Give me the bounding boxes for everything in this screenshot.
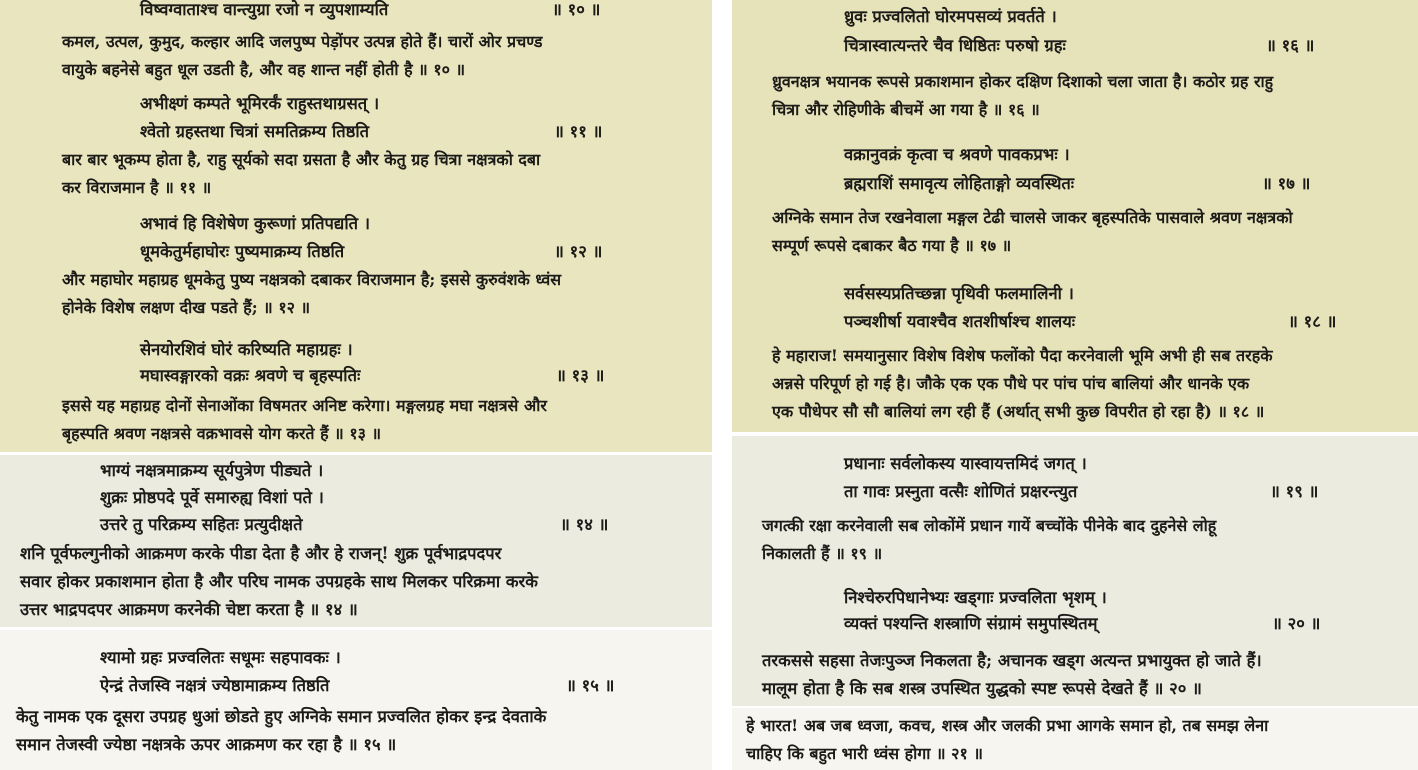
- verse-17-number: ॥ १७ ॥: [1262, 174, 1311, 193]
- translation-18-line-1: हे महाराज! समयानुसार विशेष विशेष फलोंको पैदा करनेवाली भूमि अभी ही सब तरहके: [772, 346, 1273, 365]
- verse-11-number: ॥ ११ ॥: [554, 122, 603, 141]
- scan-panel-verse-15: [0, 630, 712, 770]
- verse-17-line-1: वक्रानुवक्रं कृत्वा च श्रवणे पावकप्रभः ।: [844, 145, 1070, 164]
- translation-14-line-2: सवार होकर प्रकाशमान होता है और परिघ नामक उपग्रहके साथ मिलकर परिक्रमा करके: [20, 572, 538, 591]
- scan-panel-verses-10-13: [0, 0, 712, 452]
- verse-19-number: ॥ १९ ॥: [1270, 482, 1319, 501]
- translation-17-line-1: अग्निके समान तेज रखनेवाला मङ्गल टेढी चालसे जाकर बृहस्पतिके पासवाले श्रवण नक्षत्रको: [772, 208, 1293, 227]
- scan-panel-verse-14: [0, 455, 712, 627]
- verse-19-line-2: ता गावः प्रस्नुता वत्सैः शोणितं प्रक्षरन्त्युत: [844, 482, 1078, 501]
- verse-17-line-2: ब्रह्मराशिं समावृत्य लोहिताङ्गो व्यवस्थितः: [844, 174, 1075, 193]
- translation-19-line-1: जगत्की रक्षा करनेवाली सब लोकोंमें प्रधान गायें बच्चोंके पीनेके बाद दुहनेसे लोहू: [762, 516, 1217, 535]
- translation-20-line-2: मालूम होता है कि सब शस्त्र उपस्थित युद्धको स्पष्ट रूपसे देखते हैं ॥ २० ॥: [762, 679, 1202, 698]
- translation-19-line-2: निकालती हैं ॥ १९ ॥: [762, 544, 883, 563]
- translation-18-line-3: एक पौधेपर सौ सौ बालियां लग रही हैं (अर्थात् सभी कुछ विपरीत हो रहा है) ॥ १८ ॥: [772, 402, 1265, 421]
- verse-18-number: ॥ १८ ॥: [1288, 312, 1337, 331]
- verse-10-number: ॥ १० ॥: [552, 0, 601, 19]
- verse-11-line-2: श्वेतो ग्रहस्तथा चित्रां समतिक्रम्य तिष्ठति: [140, 122, 370, 141]
- translation-13-line-1: इससे यह महाग्रह दोनों सेनाओंका विषमतर अनिष्ट करेगा। मङ्गलग्रह मघा नक्षत्रसे और: [62, 396, 547, 415]
- scan-panel-verse-21: [732, 708, 1418, 770]
- translation-11-line-2: कर विराजमान है ॥ ११ ॥: [62, 178, 212, 197]
- translation-20-line-1: तरकससे सहसा तेजःपुञ्ज निकलता है; अचानक खड्ग अत्यन्त प्रभायुक्त हो जाते हैं।: [762, 651, 1262, 670]
- translation-17-line-2: सम्पूर्ण रूपसे दबाकर बैठ गया है ॥ १७ ॥: [772, 236, 1012, 255]
- verse-12-line-2: धूमकेतुर्महाघोरः पुष्यमाक्रम्य तिष्ठति: [140, 242, 345, 261]
- verse-15-number: ॥ १५ ॥: [566, 676, 615, 695]
- translation-12-line-1: और महाघोर महाग्रह धूमकेतु पुष्य नक्षत्रको दबाकर विराजमान है; इससे कुरुवंशके ध्वंस: [62, 270, 562, 289]
- translation-21-line-2: चाहिए कि बहुत भारी ध्वंस होगा ॥ २१ ॥: [746, 744, 983, 763]
- verse-18-line-1: सर्वसस्यप्रतिच्छन्ना पृथिवी फलमालिनी ।: [844, 284, 1074, 303]
- verse-12-number: ॥ १२ ॥: [554, 242, 603, 261]
- translation-14-line-3: उत्तर भाद्रपदपर आक्रमण करनेकी चेष्टा करता है ॥ १४ ॥: [20, 600, 358, 619]
- translation-21-line-1: हे भारत! अब जब ध्वजा, कवच, शस्त्र और जलकी प्रभा आगके समान हो, तब समझ लेना: [746, 716, 1269, 735]
- verse-20-number: ॥ २० ॥: [1272, 614, 1321, 633]
- verse-19-line-1: प्रधानाः सर्वलोकस्य यास्वायत्तमिदं जगत् ।: [844, 454, 1087, 473]
- verse-20-line-2: व्यक्तं पश्यन्ति शस्त्राणि संग्रामं समुपस्थितम्: [844, 614, 1098, 633]
- translation-16-line-2: चित्रा और रोहिणीके बीचमें आ गया है ॥ १६ ॥: [772, 100, 1040, 119]
- scan-panel-verses-16-18: [732, 0, 1418, 432]
- translation-10-line-1: कमल, उत्पल, कुमुद, कल्हार आदि जलपुष्प पेड़ोंपर उत्पन्न होते हैं। चारों ओर प्रचण्ड: [62, 32, 543, 51]
- translation-13-line-2: बृहस्पति श्रवण नक्षत्रसे वक्रभावसे योग करते हैं ॥ १३ ॥: [62, 424, 382, 443]
- verse-20-line-1: निश्चेरुरपिधानेभ्यः खड्गाः प्रज्वलिता भृशम् ।: [844, 588, 1107, 607]
- translation-14-line-1: शनि पूर्वफल्गुनीको आक्रमण करके पीडा देता है और हे राजन्! शुक्र पूर्वभाद्रपदपर: [20, 544, 502, 563]
- verse-13-number: ॥ १३ ॥: [556, 366, 605, 385]
- translation-12-line-2: होनेके विशेष लक्षण दीख पडते हैं; ॥ १२ ॥: [62, 298, 311, 317]
- verse-10-line-1: विष्वग्वाताश्च वान्त्युग्रा रजो न व्युपशाम्यति: [140, 0, 389, 19]
- translation-18-line-2: अन्नसे परिपूर्ण हो गई है। जौके एक एक पौधे पर पांच पांच बालियां और धानके एक: [772, 374, 1250, 393]
- translation-16-line-1: ध्रुवनक्षत्र भयानक रूपसे प्रकाशमान होकर दक्षिण दिशाको चला जाता है। कठोर ग्रह राहु: [772, 72, 1274, 91]
- verse-14-line-3: उत्तरे तु परिक्रम्य सहितः प्रत्युदीक्षते: [100, 515, 303, 534]
- verse-16-line-1: ध्रुवः प्रज्वलितो घोरमपसव्यं प्रवर्तते ।: [844, 7, 1057, 26]
- verse-16-number: ॥ १६ ॥: [1266, 36, 1315, 55]
- verse-18-line-2: पञ्चशीर्षा यवाश्चैव शतशीर्षाश्च शालयः: [844, 312, 1076, 331]
- translation-10-line-2: वायुके बहनेसे बहुत धूल उडती है, और वह शान्त नहीं होती है ॥ १० ॥: [62, 60, 466, 79]
- verse-14-number: ॥ १४ ॥: [560, 515, 609, 534]
- verse-14-line-2: शुक्रः प्रोष्ठपदे पूर्वे समारुह्य विशां पते ।: [100, 488, 324, 507]
- verse-15-line-2: ऐन्द्रं तेजस्वि नक्षत्रं ज्येष्ठामाक्रम्य तिष्ठति: [100, 676, 330, 695]
- verse-13-line-2: मघास्वङ्गारको वक्रः श्रवणे च बृहस्पतिः: [140, 366, 361, 385]
- translation-15-line-2: समान तेजस्वी ज्येष्ठा नक्षत्रके ऊपर आक्रमण कर रहा है ॥ १५ ॥: [16, 735, 397, 754]
- translation-11-line-1: बार बार भूकम्प होता है, राहु सूर्यको सदा ग्रसता है और केतु ग्रह चित्रा नक्षत्रको दबा: [62, 150, 541, 169]
- translation-15-line-1: केतु नामक एक दूसरा उपग्रह धुआं छोडते हुए अग्निके समान प्रज्वलित होकर इन्द्र देवताके: [16, 707, 547, 726]
- verse-13-line-1: सेनयोरशिवं घोरं करिष्यति महाग्रहः ।: [140, 340, 353, 359]
- scan-panel-verses-19-20: [732, 436, 1418, 706]
- verse-14-line-1: भाग्यं नक्षत्रमाक्रम्य सूर्यपुत्रेण पीड्यते ।: [100, 461, 324, 480]
- verse-16-line-2: चित्रास्वात्यन्तरे चैव धिष्ठितः परुषो ग्रहः: [844, 36, 1066, 55]
- verse-11-line-1: अभीक्ष्णं कम्पते भूमिरर्कं राहुस्तथाग्रसत् ।: [140, 94, 380, 113]
- verse-15-line-1: श्यामो ग्रहः प्रज्वलितः सधूमः सहपावकः ।: [100, 648, 341, 667]
- verse-12-line-1: अभावं हि विशेषेण कुरूणां प्रतिपद्यति ।: [140, 214, 371, 233]
